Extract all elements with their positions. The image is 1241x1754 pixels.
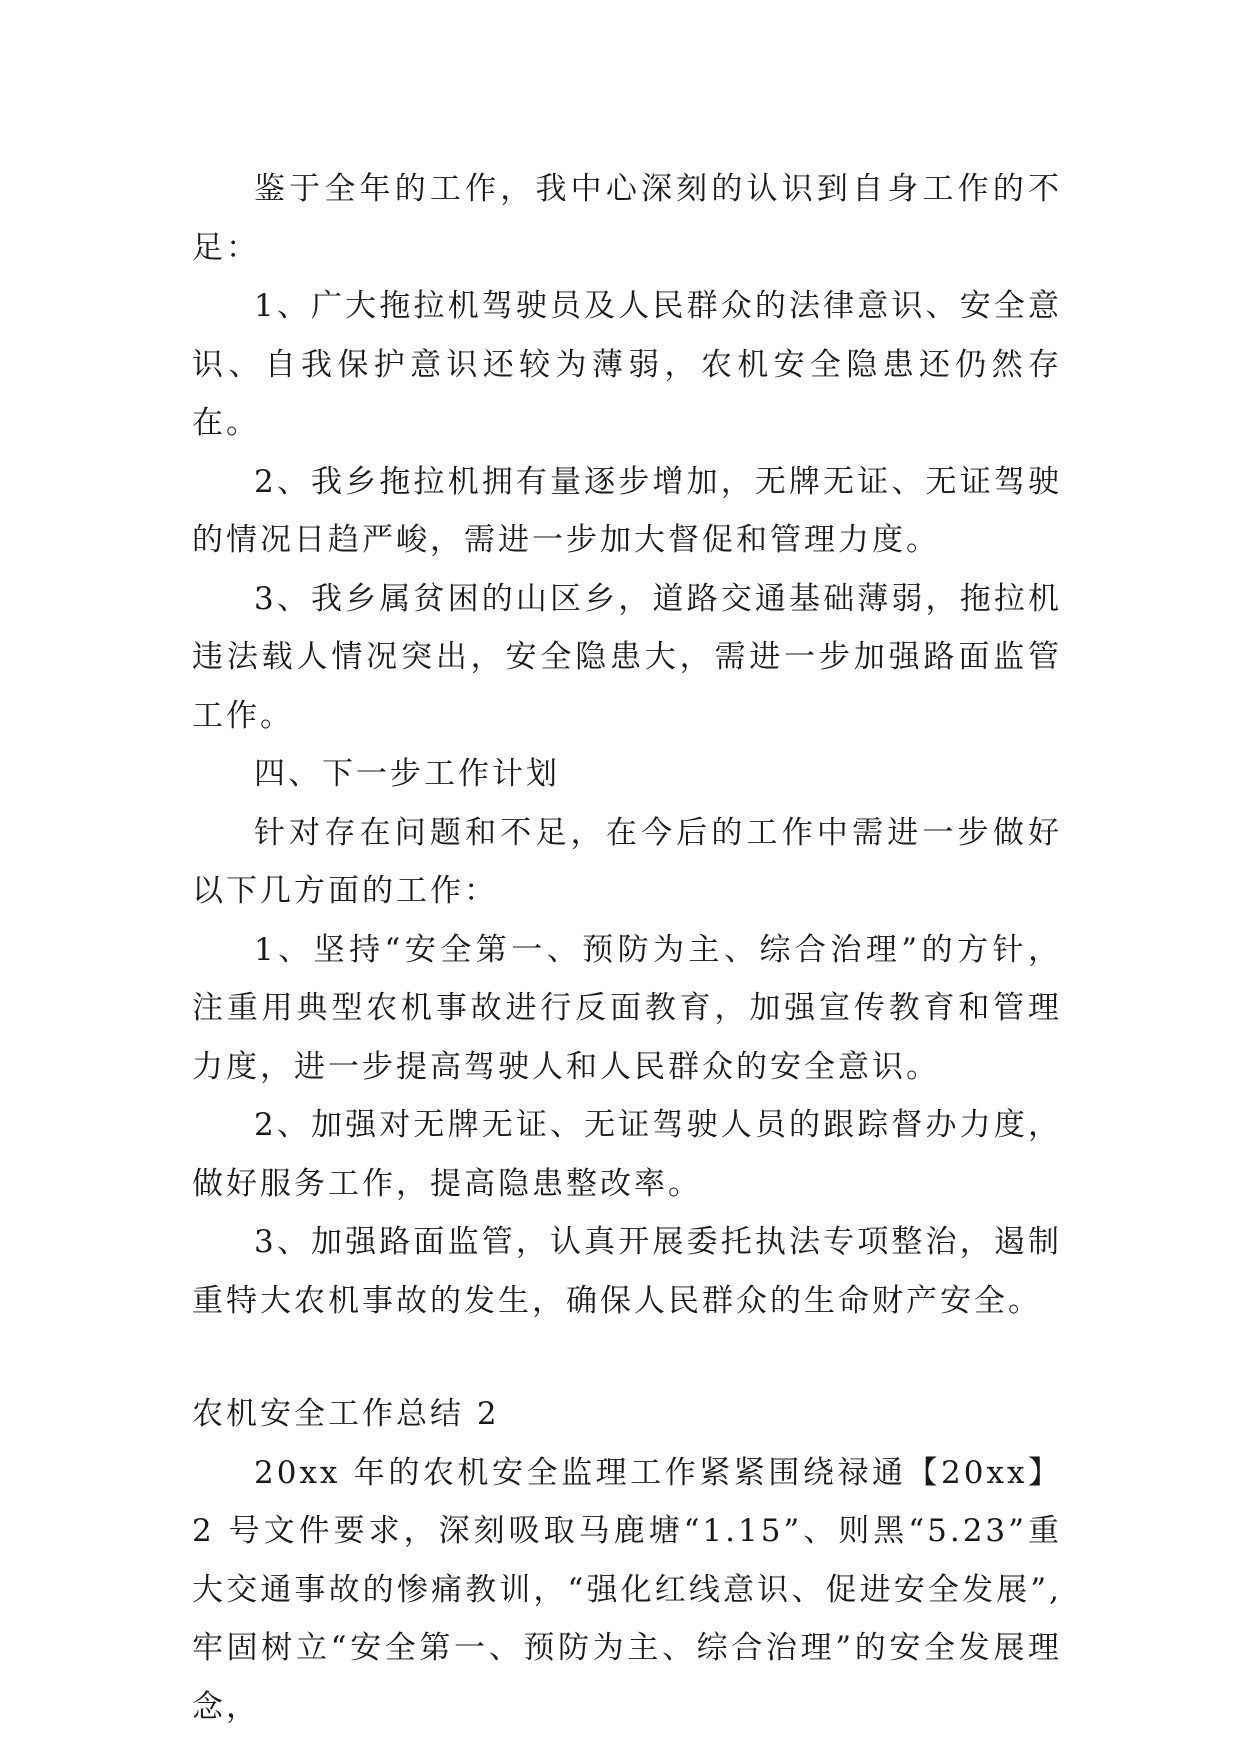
paragraph-next-plan-intro: 针对存在问题和不足，在今后的工作中需进一步做好以下几方面的工作： (192, 814, 1062, 909)
paragraph-next-plan-heading: 四、下一步工作计划 (254, 756, 560, 792)
paragraph-plan-3: 3、加强路面监管，认真开展委托执法专项整治，遏制重特大农机事故的发生，确保人民群众的生命财产安全。 (192, 1224, 1062, 1319)
paragraph-summary-2-intro: 20xx 年的农机安全监理工作紧紧围绕禄通【20xx】2 号文件要求，深刻吸取马鹿塘“1.15”、则黑“5.23”重大交通事故的惨痛教训，“强化红线意识、促进安全发展”,牢固树立“安全第一、预防为主、综合治理”的安全发展理念， (192, 1454, 1062, 1725)
paragraph-shortcoming-3: 3、我乡属贫困的山区乡，道路交通基础薄弱，拖拉机违法载人情况突出，安全隐患大，需进一步加强路面监管工作。 (192, 580, 1062, 734)
paragraph-shortcoming-2: 2、我乡拖拉机拥有量逐步增加，无牌无证、无证驾驶的情况日趋严峻，需进一步加大督促和管理力度。 (192, 463, 1062, 558)
paragraph-plan-1: 1、坚持“安全第一、预防为主、综合治理”的方针，注重用典型农机事故进行反面教育，加强宣传教育和管理力度，进一步提高驾驶人和人民群众的安全意识。 (192, 931, 1062, 1085)
paragraph-shortcoming-1: 1、广大拖拉机驾驶员及人民群众的法律意识、安全意识、自我保护意识还较为薄弱，农机安全隐患还仍然存在。 (192, 288, 1062, 441)
paragraph-plan-2: 2、加强对无牌无证、无证驾驶人员的跟踪督办力度，做好服务工作，提高隐患整改率。 (192, 1107, 1062, 1202)
document-body (192, 160, 1062, 1736)
section-title: 农机安全工作总结 2 (192, 1396, 500, 1432)
paragraph-shortcomings-intro: 鉴于全年的工作，我中心深刻的认识到自身工作的不足： (192, 171, 1062, 266)
section-spacer (192, 1330, 1062, 1385)
